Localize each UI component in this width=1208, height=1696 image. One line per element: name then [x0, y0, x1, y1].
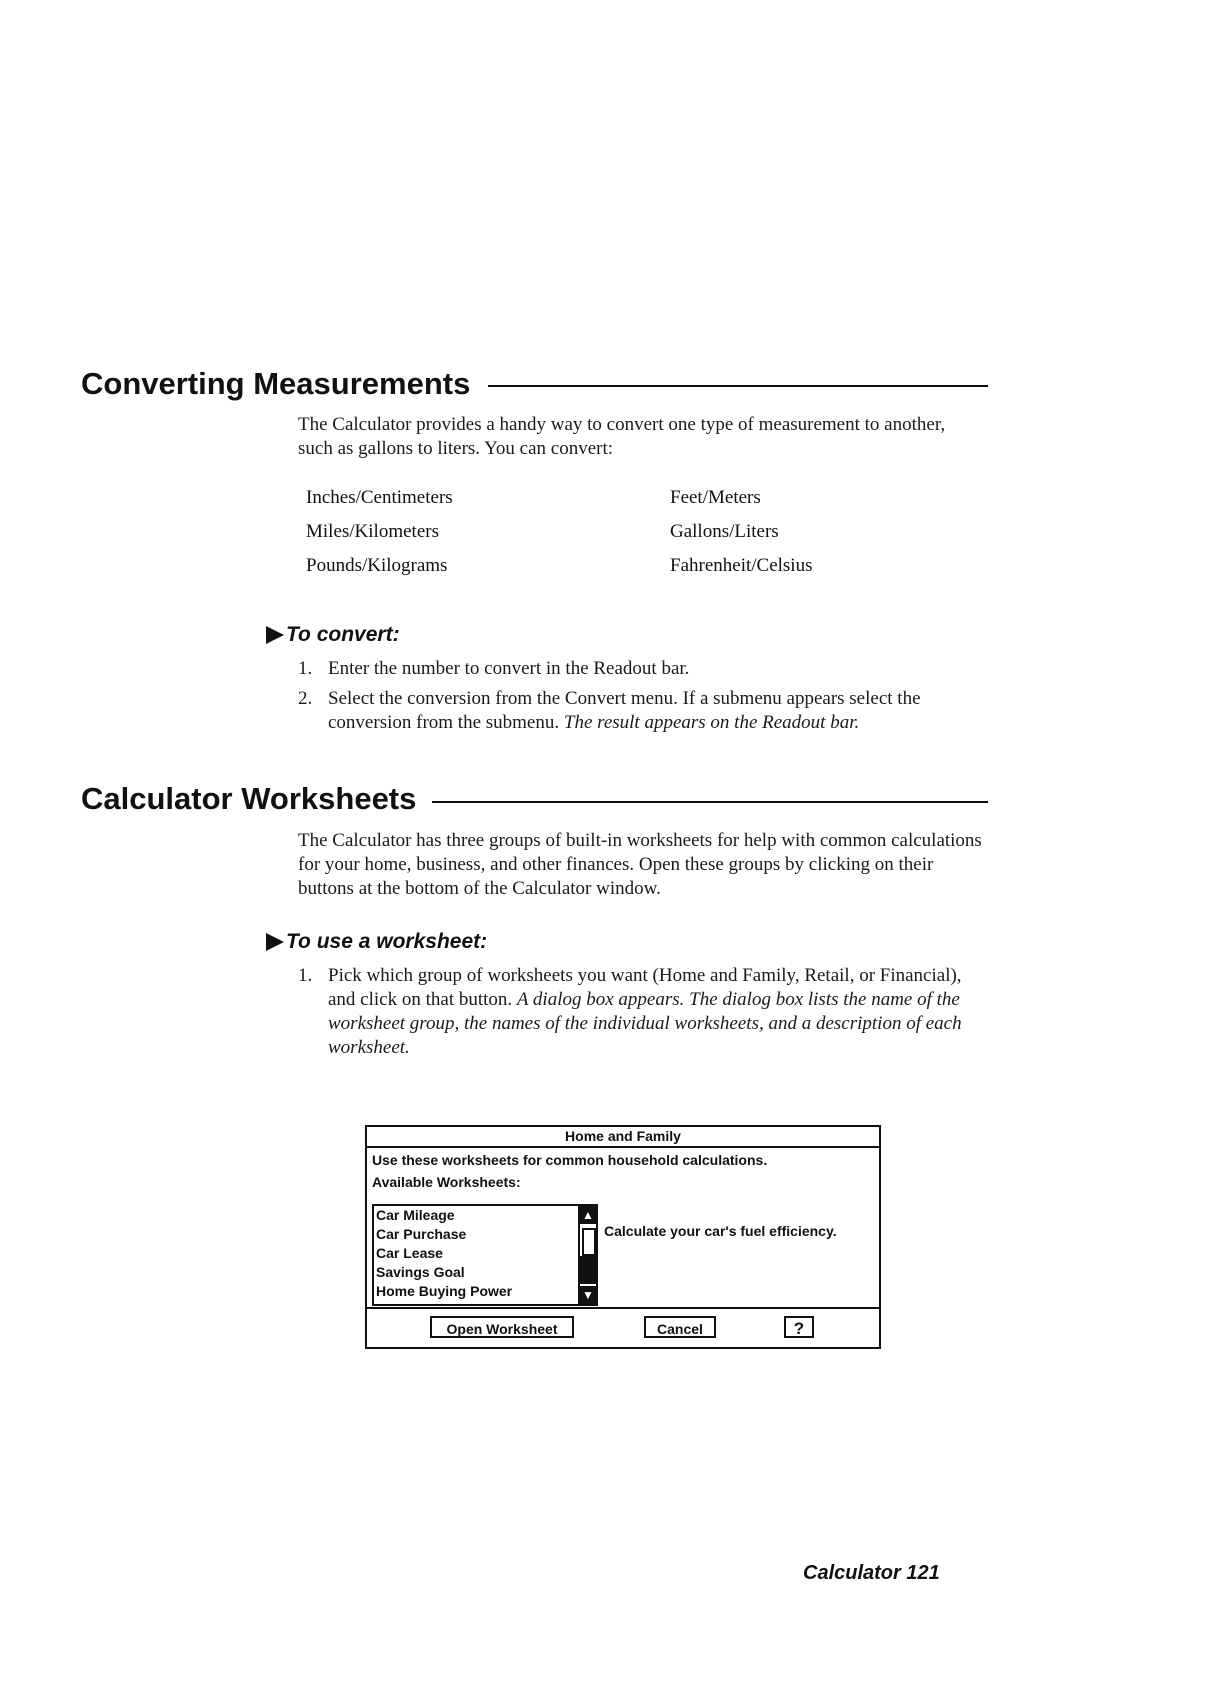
conversion-item: Miles/Kilometers	[306, 521, 439, 542]
available-worksheets-label: Available Worksheets:	[372, 1174, 521, 1190]
worksheet-list-item[interactable]: Home Buying Power	[376, 1283, 513, 1299]
worksheet-list-item[interactable]: Car Mileage	[376, 1207, 455, 1223]
section-heading-worksheets: Calculator Worksheets	[81, 781, 417, 816]
conversion-item: Fahrenheit/Celsius	[670, 555, 813, 576]
convert-steps	[298, 657, 988, 741]
heading-rule	[488, 385, 988, 387]
heading-rule	[432, 801, 988, 803]
worksheet-list-scrollbar[interactable]	[578, 1204, 598, 1306]
triangle-arrow-icon	[266, 933, 284, 951]
list-item: 2. Select the conversion from the Convert menu. If a submenu appears select the conversion from the submenu. The result appears on the Readout bar.	[298, 688, 921, 733]
conversion-item: Feet/Meters	[670, 487, 761, 508]
worksheet-list-item[interactable]: Car Lease	[376, 1245, 443, 1261]
cancel-button[interactable]: Cancel	[644, 1316, 716, 1338]
worksheet-list-item[interactable]: Car Purchase	[376, 1226, 467, 1242]
triangle-arrow-icon	[266, 626, 284, 644]
page-folio: Calculator 121	[803, 1562, 940, 1584]
conversion-item: Inches/Centimeters	[306, 487, 453, 508]
dialog-subtitle: Use these worksheets for common household calculations.	[372, 1152, 768, 1168]
worksheet-list-item[interactable]: Savings Goal	[376, 1264, 465, 1280]
scroll-down-arrow-icon[interactable]: ▼	[580, 1286, 596, 1304]
help-button[interactable]: ?	[784, 1316, 814, 1338]
worksheet-list[interactable]	[372, 1204, 581, 1306]
list-item: 1. Pick which group of worksheets you want (Home and Family, Retail, or Financial), and click on that button. A dialog box appears. The dialog box lists the name of the worksheet group, the names of the individual worksheets, and a description of each worksheet.	[298, 965, 962, 1058]
dialog-separator	[367, 1307, 879, 1309]
list-item: 1. Enter the number to convert in the Readout bar.	[298, 658, 690, 679]
section-heading-converting: Converting Measurements	[81, 366, 471, 401]
converting-intro: The Calculator provides a handy way to convert one type of measurement to another, such as gallons to liters. You can convert:	[298, 414, 946, 459]
procedure-title-worksheet: To use a worksheet:	[266, 930, 487, 954]
worksheets-intro: The Calculator has three groups of built-in worksheets for help with common calculations for your home, business, and other finances. Open these groups by clicking on their buttons at the bottom of the Calculator window.	[298, 830, 982, 899]
conversion-item: Gallons/Liters	[670, 521, 779, 542]
open-worksheet-button[interactable]: Open Worksheet	[430, 1316, 574, 1338]
conversion-item: Pounds/Kilograms	[306, 555, 448, 576]
worksheet-description: Calculate your car's fuel efficiency.	[604, 1223, 837, 1239]
scroll-up-arrow-icon[interactable]: ▲	[580, 1206, 596, 1224]
procedure-title-convert: To convert:	[266, 623, 400, 647]
scroll-thumb[interactable]	[582, 1228, 596, 1256]
worksheet-steps	[298, 964, 988, 1066]
home-and-family-dialog	[365, 1125, 881, 1349]
dialog-title: Home and Family	[367, 1127, 879, 1148]
scroll-track[interactable]	[580, 1256, 596, 1284]
